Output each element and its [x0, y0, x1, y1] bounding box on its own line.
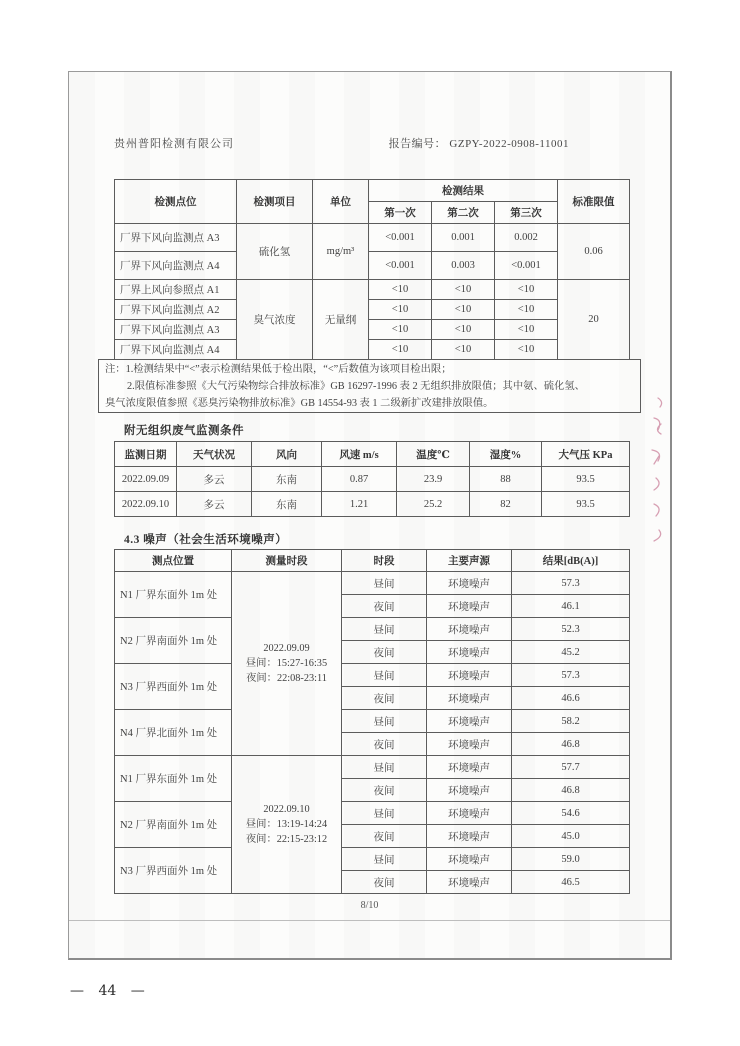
source-cell: 环境噪声 — [427, 802, 512, 825]
unit-cell: 无量纲 — [313, 280, 369, 360]
result-cell: <0.001 — [495, 252, 558, 280]
period-night: 夜间：22:15-23:12 — [245, 834, 328, 845]
result-cell: 46.6 — [512, 687, 630, 710]
source-cell: 环境噪声 — [427, 641, 512, 664]
report-number-value: GZPY-2022-0908-11001 — [449, 138, 569, 150]
table-row — [115, 848, 630, 871]
col-header-run1: 第一次 — [369, 202, 432, 224]
col-header-wind-dir: 风向 — [252, 442, 322, 467]
result-cell: <10 — [369, 280, 432, 300]
timeslot-cell: 夜间 — [342, 871, 427, 894]
result-cell: <10 — [495, 300, 558, 320]
source-cell: 环境噪声 — [427, 572, 512, 595]
table-row — [115, 467, 630, 492]
source-cell: 环境噪声 — [427, 710, 512, 733]
scanned-report-page — [68, 71, 672, 960]
col-header-period: 测量时段 — [232, 550, 342, 572]
table-row — [115, 664, 630, 687]
col-header-location: 测点位置 — [115, 550, 232, 572]
col-header-source: 主要声源 — [427, 550, 512, 572]
col-header-unit: 单位 — [313, 180, 369, 224]
table-row — [115, 756, 630, 779]
table-row — [115, 572, 630, 595]
period-date: 2022.09.09 — [263, 643, 310, 654]
wind-speed-cell: 0.87 — [322, 467, 397, 492]
outer-page-number: — 44 — — [70, 983, 145, 999]
result-cell: <10 — [432, 300, 495, 320]
result-cell: 45.0 — [512, 825, 630, 848]
result-cell: <10 — [495, 320, 558, 340]
result-cell: 58.2 — [512, 710, 630, 733]
timeslot-cell: 昼间 — [342, 572, 427, 595]
report-number-label: 报告编号： — [388, 138, 447, 150]
timeslot-cell: 昼间 — [342, 848, 427, 871]
location-cell: N2 厂界南面外 1m 处 — [115, 802, 232, 848]
result-cell: 46.8 — [512, 779, 630, 802]
result-cell: <10 — [495, 340, 558, 360]
timeslot-cell: 夜间 — [342, 733, 427, 756]
source-cell: 环境噪声 — [427, 618, 512, 641]
col-header-results: 检测结果 — [369, 180, 558, 202]
source-cell: 环境噪声 — [427, 848, 512, 871]
pressure-cell: 93.5 — [542, 467, 630, 492]
source-cell: 环境噪声 — [427, 733, 512, 756]
unit-cell: mg/m³ — [313, 224, 369, 280]
timeslot-cell: 夜间 — [342, 595, 427, 618]
result-cell: <10 — [432, 340, 495, 360]
result-cell: 0.002 — [495, 224, 558, 252]
col-header-result: 结果[dB(A)] — [512, 550, 630, 572]
table-header-row — [115, 180, 630, 202]
weather-cell: 多云 — [177, 467, 252, 492]
source-cell: 环境噪声 — [427, 825, 512, 848]
limit-cell: 20 — [558, 280, 630, 360]
result-cell: 57.7 — [512, 756, 630, 779]
location-cell: N3 厂界西面外 1m 处 — [115, 664, 232, 710]
humidity-cell: 82 — [470, 492, 542, 517]
col-header-weather: 天气状况 — [177, 442, 252, 467]
source-cell: 环境噪声 — [427, 779, 512, 802]
noise-section-title: 4.3 噪声（社会生活环境噪声） — [124, 534, 288, 546]
note-line-3: 臭气浓度限值参照《恶臭污染物排放标准》GB 14554-93 表 1 二级新扩改建排放限值。 — [105, 398, 494, 409]
timeslot-cell: 夜间 — [342, 825, 427, 848]
item-cell: 硫化氢 — [237, 224, 313, 280]
result-cell: 57.3 — [512, 572, 630, 595]
table-row — [115, 300, 630, 320]
result-cell: <10 — [369, 300, 432, 320]
col-header-point: 检测点位 — [115, 180, 237, 224]
point-cell: 厂界上风向参照点 A1 — [115, 280, 237, 300]
document-header — [114, 135, 569, 151]
note-line-1: 注：1.检测结果中“<”表示检测结果低于检出限，“<”后数值为该项目检出限； — [105, 364, 452, 375]
table-row — [115, 802, 630, 825]
location-cell: N1 厂界东面外 1m 处 — [115, 572, 232, 618]
gas-conditions-title: 附无组织废气监测条件 — [124, 425, 244, 437]
handwritten-mark-decoration — [646, 392, 668, 562]
location-cell: N2 厂界南面外 1m 处 — [115, 618, 232, 664]
result-cell: 46.8 — [512, 733, 630, 756]
wind-speed-cell: 1.21 — [322, 492, 397, 517]
humidity-cell: 88 — [470, 467, 542, 492]
noise-table — [114, 549, 630, 894]
gas-conditions-table — [114, 441, 630, 517]
footer-divider — [69, 920, 670, 921]
item-cell: 臭气浓度 — [237, 280, 313, 360]
timeslot-cell: 昼间 — [342, 710, 427, 733]
location-cell: N3 厂界西面外 1m 处 — [115, 848, 232, 894]
point-cell: 厂界下风向监测点 A4 — [115, 340, 237, 360]
result-cell: 0.003 — [432, 252, 495, 280]
result-cell: 46.5 — [512, 871, 630, 894]
source-cell: 环境噪声 — [427, 595, 512, 618]
wind-dir-cell: 东南 — [252, 492, 322, 517]
table-row — [115, 280, 630, 300]
table-header-row — [115, 442, 630, 467]
result-cell: <0.001 — [369, 224, 432, 252]
period-day: 昼间：13:19-14:24 — [245, 819, 328, 830]
timeslot-cell: 昼间 — [342, 802, 427, 825]
period-night: 夜间：22:08-23:11 — [246, 673, 327, 684]
table-row — [115, 224, 630, 252]
date-cell: 2022.09.09 — [115, 467, 177, 492]
source-cell: 环境噪声 — [427, 687, 512, 710]
result-cell: <10 — [432, 320, 495, 340]
point-cell: 厂界下风向监测点 A3 — [115, 320, 237, 340]
col-header-pressure: 大气压 KPa — [542, 442, 630, 467]
col-header-item: 检测项目 — [237, 180, 313, 224]
result-cell: <10 — [369, 340, 432, 360]
point-cell: 厂界下风向监测点 A2 — [115, 300, 237, 320]
result-cell: <10 — [495, 280, 558, 300]
source-cell: 环境噪声 — [427, 871, 512, 894]
source-cell: 环境噪声 — [427, 756, 512, 779]
location-cell: N4 厂界北面外 1m 处 — [115, 710, 232, 756]
temp-cell: 25.2 — [397, 492, 470, 517]
table-notes — [98, 359, 641, 413]
table-header-row — [115, 550, 630, 572]
result-cell: 45.2 — [512, 641, 630, 664]
col-header-limit: 标准限值 — [558, 180, 630, 224]
source-cell: 环境噪声 — [427, 664, 512, 687]
table-row — [115, 618, 630, 641]
table-row — [115, 252, 630, 280]
result-cell: <10 — [369, 320, 432, 340]
result-cell: 0.001 — [432, 224, 495, 252]
table-row — [115, 710, 630, 733]
company-name: 贵州普阳检测有限公司 — [114, 138, 234, 150]
page-indicator: 8/10 — [360, 900, 379, 911]
temp-cell: 23.9 — [397, 467, 470, 492]
period-day: 昼间：15:27-16:35 — [245, 658, 328, 669]
table-row — [115, 340, 630, 360]
col-header-humidity: 湿度% — [470, 442, 542, 467]
note-line-2: 2.限值标准参照《大气污染物综合排放标准》GB 16297-1996 表 2 无组织排放限值；其中氨、硫化氢、 — [127, 381, 585, 392]
timeslot-cell: 昼间 — [342, 756, 427, 779]
col-header-timeslot: 时段 — [342, 550, 427, 572]
timeslot-cell: 夜间 — [342, 641, 427, 664]
period-cell — [232, 756, 342, 894]
result-cell: <0.001 — [369, 252, 432, 280]
weather-cell: 多云 — [177, 492, 252, 517]
point-cell: 厂界下风向监测点 A4 — [115, 252, 237, 280]
point-cell: 厂界下风向监测点 A3 — [115, 224, 237, 252]
timeslot-cell: 夜间 — [342, 687, 427, 710]
col-header-date: 监测日期 — [115, 442, 177, 467]
date-cell: 2022.09.10 — [115, 492, 177, 517]
period-date: 2022.09.10 — [263, 804, 310, 815]
location-cell: N1 厂界东面外 1m 处 — [115, 756, 232, 802]
timeslot-cell: 昼间 — [342, 664, 427, 687]
col-header-run3: 第三次 — [495, 202, 558, 224]
timeslot-cell: 昼间 — [342, 618, 427, 641]
report-number — [389, 135, 569, 151]
table-row — [115, 492, 630, 517]
result-cell: 59.0 — [512, 848, 630, 871]
col-header-wind-speed: 风速 m/s — [322, 442, 397, 467]
period-cell — [232, 572, 342, 756]
result-cell: 46.1 — [512, 595, 630, 618]
result-cell: <10 — [432, 280, 495, 300]
wind-dir-cell: 东南 — [252, 467, 322, 492]
result-cell: 54.6 — [512, 802, 630, 825]
detection-results-table — [114, 179, 630, 360]
pressure-cell: 93.5 — [542, 492, 630, 517]
limit-cell: 0.06 — [558, 224, 630, 280]
result-cell: 52.3 — [512, 618, 630, 641]
table-row — [115, 320, 630, 340]
col-header-run2: 第二次 — [432, 202, 495, 224]
col-header-temp: 温度℃ — [397, 442, 470, 467]
result-cell: 57.3 — [512, 664, 630, 687]
timeslot-cell: 夜间 — [342, 779, 427, 802]
